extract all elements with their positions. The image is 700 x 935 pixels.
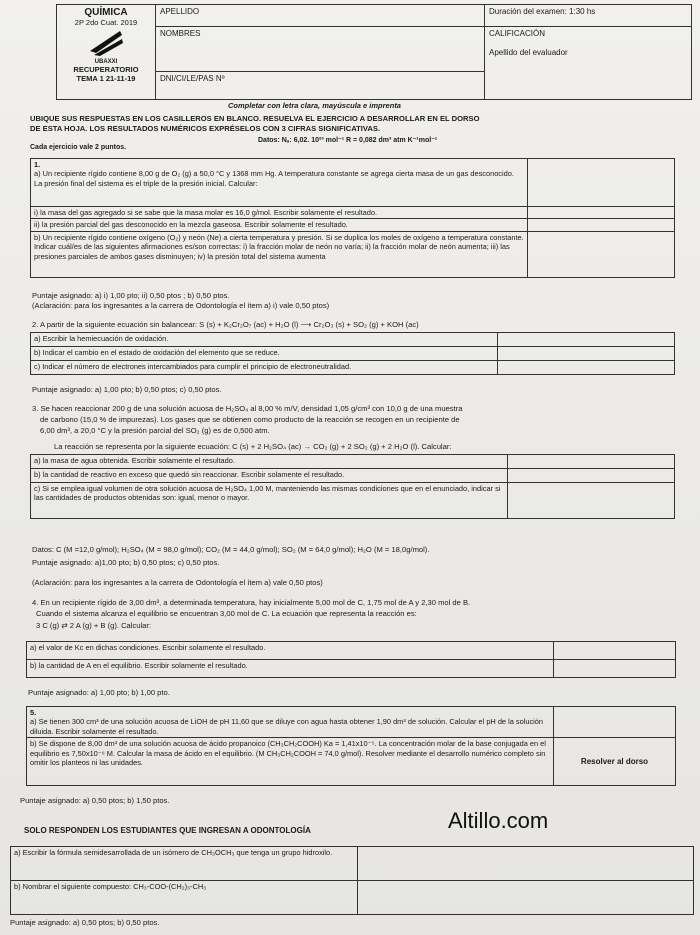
instructions-line-2: UBIQUE SUS RESPUESTAS EN LOS CASILLEROS EN BLANCO. RESUELVA EL EJERCICIO A DESARROLLAR EN EL DORSO [30, 114, 480, 123]
q4-intro-3: 3 C (g) ⇄ 2 A (g) + B (g). Calcular: [36, 621, 152, 630]
ubaxxi-logo-icon [86, 27, 126, 57]
q1-a-i: i) la masa del gas agregado si se sabe que la masa molar es 16,0 g/mol. Escribir solamente el resultado. [31, 207, 528, 219]
evaluador-label: Apellido del evaluador [489, 48, 568, 57]
q3-intro-3: 6,00 dm³, a 20,0 °C y la presión parcial del SO₂ (g) es de 0,500 atm. [40, 426, 270, 435]
odonto-b: b) Nombrar el siguiente compuesto: CH₃-COO-(CH₂)₃-CH₃ [11, 881, 358, 915]
q1-b-answer-box[interactable] [528, 231, 675, 277]
nombres-label: NOMBRES [160, 29, 201, 38]
calificacion-label: CALIFICACIÓN [489, 29, 546, 38]
apellido-field[interactable] [156, 5, 485, 27]
question-4-table [26, 641, 676, 678]
subject: QUÍMICA [84, 7, 128, 18]
q3-c-answer-box[interactable] [508, 483, 675, 519]
q1-a-i-answer-box[interactable] [528, 207, 675, 219]
q2-b: b) Indicar el cambio en el estado de oxidación del elemento que se reduce. [31, 347, 498, 361]
q3-puntaje: Puntaje asignado: a)1,00 pto; b) 0,50 ptos; c) 0,50 ptos. [32, 558, 220, 567]
q3-b: b) la cantidad de reactivo en exceso que quedó sin reaccionar. Escribir solamente el resultado. [31, 469, 508, 483]
fill-instruction: Completar con letra clara, mayúscula e imprenta [228, 101, 401, 110]
duracion-label: Duración del examen: 1:30 hs [489, 7, 596, 16]
question-1-table [30, 158, 675, 278]
q3-b-answer-box[interactable] [508, 469, 675, 483]
exam-type: RECUPERATORIO [73, 65, 139, 74]
q5-a-answer-box[interactable] [554, 707, 676, 738]
dni-label: DNI/CI/LE/PAS Nº [160, 74, 225, 83]
duracion-cell [485, 5, 692, 27]
q2-puntaje: Puntaje asignado: a) 1,00 pto; b) 0,50 ptos; c) 0,50 ptos. [32, 385, 222, 394]
exam-header [56, 4, 692, 100]
q3-aclaracion: (Aclaración: para los ingresantes a la carrera de Odontología el ítem a) vale 0,50 ptos) [32, 578, 323, 587]
q5-b: b) Se dispone de 8,00 dm³ de una solución acuosa de ácido propanoico (CH₃CH₂COOH) Ka = 1,41x10⁻⁵. La concentración molar de la base conjugada en el equilibrio es 7,50x10⁻⁶ M. Calcular la masa de ácido en el equilibrio. (M CH₃CH₂COOH = 74,0 g/mol). Resolver mediante el desarrollo numérico completo sin omitir los planteos ni las unidades. [27, 738, 554, 786]
odonto-b-answer-box[interactable] [358, 881, 694, 915]
q2-c-answer-box[interactable] [498, 361, 675, 375]
q5-resolver-al-dorso: Resolver al dorso [554, 738, 676, 786]
nombres-field[interactable] [156, 27, 485, 72]
question-3-table [30, 454, 675, 519]
constants-data: Datos: Nₐ: 6,02. 10²³ mol⁻¹ R = 0,082 dm³ atm K⁻¹mol⁻¹ [258, 137, 438, 144]
question-5-table [26, 706, 676, 786]
q5-a: a) Se tienen 300 cm³ de una solución acuosa de LiOH de pH 11,60 que se diluye con agua hasta obtener 1,90 dm³ de solución. Calcular el pH de la solución diluida. Escribir solamente el resultado. [30, 717, 544, 736]
logo-text: UBAXXI [94, 59, 118, 65]
q3-reaction: La reacción se representa por la siguiente ecuación: C (s) + 2 H₂SO₄ (ac) → CO₂ (g) + 2 SO₂ (g) + 2 H₂O (l). Calcular: [54, 442, 452, 451]
q5-puntaje: Puntaje asignado: a) 0,50 ptos; b) 1,50 ptos. [20, 796, 170, 805]
q1-a-statement [31, 159, 528, 207]
q2-intro: 2. A partir de la siguiente ecuación sin balancear: S (s) + K₂Cr₂O₇ (ac) + H₂O (l) ⟶ Cr₂O₃ (s) + SO₂ (g) + KOH (ac) [32, 320, 419, 329]
q5-a-cell [27, 707, 554, 738]
q1-a-ii: ii) la presión parcial del gas desconocido en la mezcla gaseosa. Escribir solamente el resultado. [31, 219, 528, 231]
q4-a-answer-box[interactable] [554, 642, 676, 660]
q4-intro-2: Cuando el sistema alcanza el equilibrio se encuentran 3,00 mol de C. La ecuación que representa la reacción es: [36, 609, 417, 618]
q4-intro-1: 4. En un recipiente rígido de 3,00 dm³, a determinada temperatura, hay inicialmente 5,00 mol de C, 1,75 mol de A y 2,30 mol de B. [32, 598, 471, 607]
q2-a-answer-box[interactable] [498, 333, 675, 347]
q1-puntaje: Puntaje asignado: a) i) 1,00 pto; ii) 0,50 ptos ; b) 0,50 ptos. [32, 291, 230, 300]
q3-intro-2: de carbono (15,0 % de impurezas). Los gases que se obtienen como producto de la reacción se recogen en un recipiente de [40, 415, 460, 424]
instructions-line-4: Cada ejercicio vale 2 puntos. [30, 144, 127, 151]
instructions-line-3: DE ESTA HOJA. LOS RESULTADOS NUMÉRICOS EXPRÉSELOS CON 3 CIFRAS SIGNIFICATIVAS. [30, 124, 381, 133]
q3-c: c) Si se emplea igual volumen de otra solución acuosa de H₂SO₄ 1,00 M, manteniendo las mismas condiciones que en el enunciado, indicar si las cantidades de productos obtenidas son: igual, menor o mayor. [31, 483, 508, 519]
q4-a: a) el valor de Kc en dichas condiciones. Escribir solamente el resultado. [27, 642, 554, 660]
q1-aclaracion: (Aclaración: para los ingresantes a la carrera de Odontología el ítem a) i) vale 0,50 ptos) [32, 301, 330, 310]
calificacion-cell [485, 27, 692, 100]
q3-a-answer-box[interactable] [508, 455, 675, 469]
q5-number: 5. [30, 708, 37, 717]
q2-b-answer-box[interactable] [498, 347, 675, 361]
q3-intro-1: 3. Se hacen reaccionar 200 g de una solución acuosa de H₂SO₄ al 8,00 % m/V, densidad 1,05 g/cm³ con 10,0 g de una muestra [32, 404, 463, 413]
q1-a-text: a) Un recipiente rígido contiene 8,00 g de O₂ (g) a 50,0 °C y 1368 mm Hg. A temperatura constante se agrega cierta masa de un gas desconocido. La presión final del sistema es el triple de la presión inicial. Calcular: [34, 169, 514, 188]
q1-number: 1. [34, 160, 41, 169]
q4-puntaje: Puntaje asignado: a) 1,00 pto; b) 1,00 pto. [28, 688, 170, 697]
q3-datos: Datos: C (M =12,0 g/mol); H₂SO₄ (M = 98,0 g/mol); CO₂ (M = 44,0 g/mol); SO₂ (M = 64,0 g/mol); H₂O (M = 18,0g/mol). [32, 545, 430, 554]
q4-b-answer-box[interactable] [554, 660, 676, 678]
dni-field[interactable] [156, 72, 485, 100]
exam-info-cell [57, 5, 156, 100]
q2-a: a) Escribir la hemiecuación de oxidación. [31, 333, 498, 347]
q3-a: a) la masa de agua obtenida. Escribir solamente el resultado. [31, 455, 508, 469]
watermark-text: Altillo.com [448, 808, 549, 833]
odonto-title: SOLO RESPONDEN LOS ESTUDIANTES QUE INGRESAN A ODONTOLOGÍA [24, 826, 311, 835]
odonto-a: a) Escribir la fórmula semidesarrollada de un isómero de CH₃OCH₃ que tenga un grupo hidroxilo. [11, 847, 358, 881]
apellido-label: APELLIDO [160, 7, 200, 16]
q1-b: b) Un recipiente rígido contiene oxígeno (O₂) y neón (Ne) a cierta temperatura y presión. Si se duplica los moles de oxígeno a temperatura constante. Indicar cuál/es de las siguientes afirmaciones es/son correctas: i) la fracción molar de neón no varía; ii) la fracción molar de neón aumenta; iii) las presiones parciales de ambos gases disminuyen; iv) la presión total del sistema aumenta [31, 231, 528, 277]
odonto-table [10, 846, 694, 915]
question-2-table [30, 332, 675, 375]
term: 2P 2do Cuat. 2019 [74, 18, 138, 27]
odonto-a-answer-box[interactable] [358, 847, 694, 881]
q2-c: c) Indicar el número de electrones intercambiados para cumplir el principio de electroneutralidad. [31, 361, 498, 375]
q1-a-ii-answer-box[interactable] [528, 219, 675, 231]
tema: TEMA 1 21-11-19 [76, 74, 136, 83]
q1-a-answer-box[interactable] [528, 159, 675, 207]
q4-b: b) la cantidad de A en el equilibrio. Escribir solamente el resultado. [27, 660, 554, 678]
odonto-puntaje: Puntaje asignado: a) 0,50 ptos; b) 0,50 ptos. [10, 918, 160, 927]
